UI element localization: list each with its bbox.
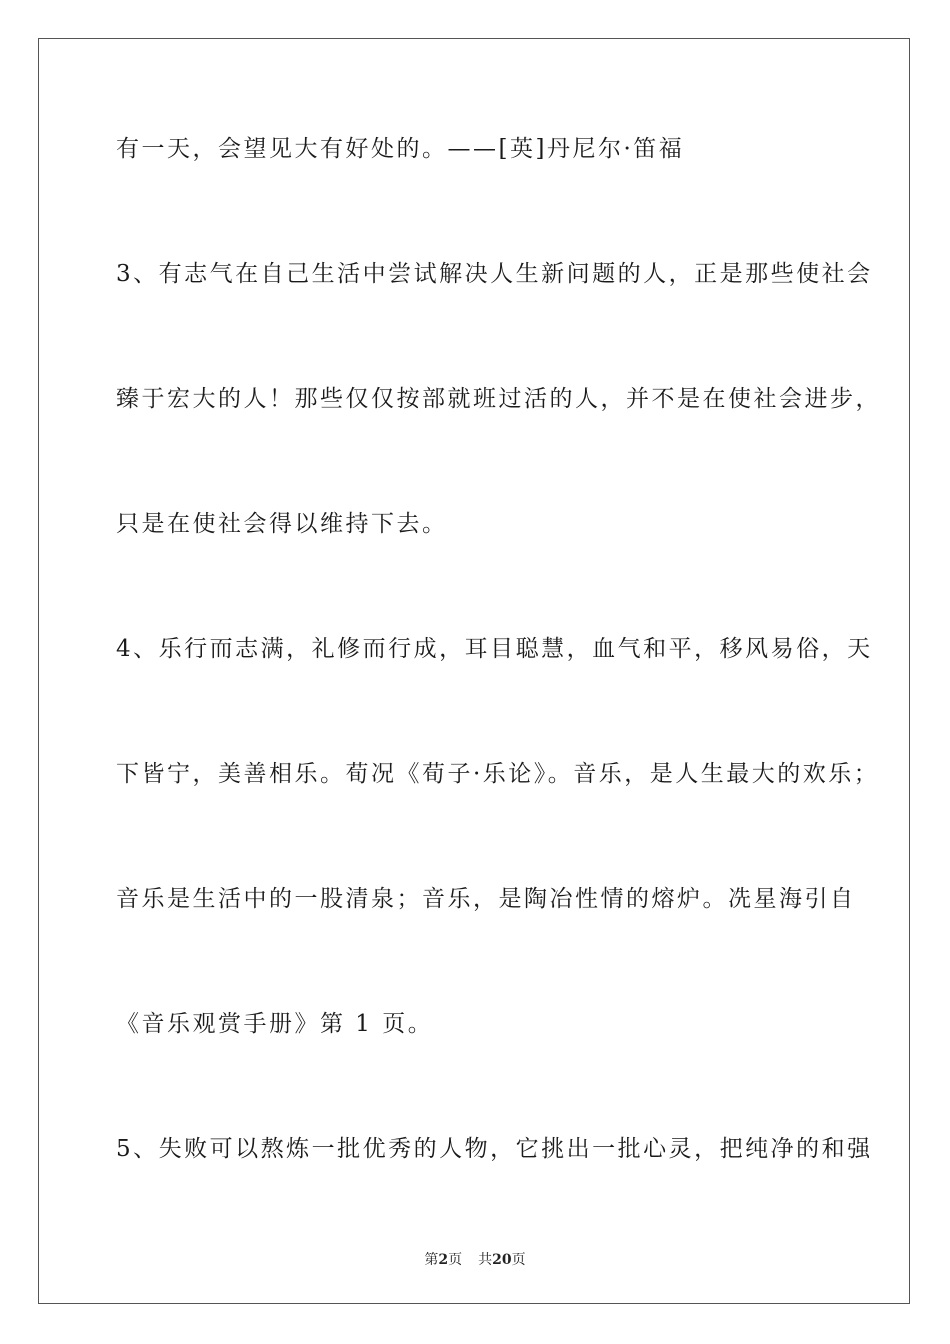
total-suffix: 页 (511, 1252, 526, 1268)
text-line-1: 有一天，会望见大有好处的。——[英]丹尼尔·笛福 (116, 136, 685, 162)
text-line-6: 下皆宁，美善相乐。荀况《荀子·乐论》。音乐，是人生最大的欢乐； (116, 761, 880, 787)
text-line-4: 只是在使社会得以维持下去。 (116, 511, 448, 537)
text-line-7: 音乐是生活中的一股清泉；音乐，是陶冶性情的熔炉。冼星海引自 (116, 886, 856, 912)
text-line-5: 4、乐行而志满，礼修而行成，耳目聪慧，血气和平，移风易俗，天 (116, 636, 873, 662)
total-prefix: 共 (478, 1252, 493, 1268)
text-line-2: 3、有志气在自己生活中尝试解决人生新问题的人，正是那些使社会 (116, 261, 873, 287)
total-pages: 20 (492, 1252, 512, 1268)
page-border (38, 38, 910, 1304)
page-suffix: 页 (448, 1252, 463, 1268)
page-footer (0, 1249, 950, 1269)
text-line-8: 《音乐观赏手册》第 1 页。 (116, 1011, 434, 1037)
page-number: 2 (438, 1252, 449, 1268)
text-line-3: 臻于宏大的人！那些仅仅按部就班过活的人，并不是在使社会进步， (116, 386, 881, 412)
text-line-9: 5、失败可以熬炼一批优秀的人物，它挑出一批心灵，把纯净的和强 (116, 1136, 873, 1162)
page-prefix: 第 (424, 1252, 439, 1268)
